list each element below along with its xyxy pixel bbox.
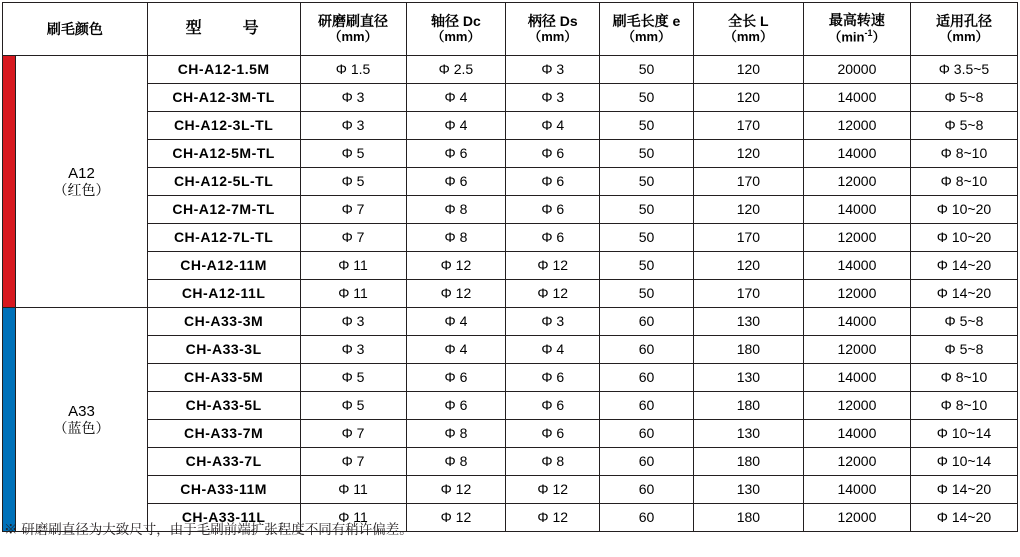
- cell-model: CH-A12-3M-TL: [147, 84, 300, 112]
- cell-bristle-length: 50: [600, 56, 694, 84]
- cell-max-rpm: 12000: [803, 224, 910, 252]
- cell-dc: Φ 4: [406, 112, 506, 140]
- header-label: 全长 L: [728, 13, 769, 30]
- cell-max-rpm: 14000: [803, 420, 910, 448]
- cell-brush-diameter: Φ 7: [300, 224, 406, 252]
- cell-bristle-length: 60: [600, 308, 694, 336]
- cell-bristle-length: 60: [600, 364, 694, 392]
- table-row: [3, 420, 1018, 448]
- cell-max-rpm: 14000: [803, 140, 910, 168]
- group-label: [16, 56, 147, 308]
- cell-total-length: 130: [693, 420, 803, 448]
- cell-ds: Φ 6: [506, 364, 600, 392]
- cell-bristle-length: 60: [600, 336, 694, 364]
- cell-model: CH-A33-7M: [147, 420, 300, 448]
- cell-total-length: 120: [693, 56, 803, 84]
- cell-dc: Φ 6: [406, 168, 506, 196]
- header-unit: （mm）: [723, 28, 773, 44]
- cell-hole-diameter: Φ 5~8: [910, 308, 1017, 336]
- cell-model: CH-A12-3L-TL: [147, 112, 300, 140]
- cell-ds: Φ 12: [506, 252, 600, 280]
- cell-max-rpm: 12000: [803, 112, 910, 140]
- cell-hole-diameter: Φ 5~8: [910, 112, 1017, 140]
- cell-max-rpm: 14000: [803, 196, 910, 224]
- cell-brush-diameter: Φ 5: [300, 364, 406, 392]
- table-row: [3, 84, 1018, 112]
- header-label: 适用孔径: [935, 13, 992, 30]
- cell-hole-diameter: Φ 8~10: [910, 168, 1017, 196]
- header-unit: （mm）: [939, 28, 989, 44]
- table-row: [3, 196, 1018, 224]
- cell-bristle-length: 50: [600, 252, 694, 280]
- cell-model: CH-A33-3L: [147, 336, 300, 364]
- cell-brush-diameter: Φ 5: [300, 392, 406, 420]
- cell-total-length: 170: [693, 112, 803, 140]
- cell-brush-diameter: Φ 5: [300, 140, 406, 168]
- cell-model: CH-A33-7L: [147, 448, 300, 476]
- cell-total-length: 130: [693, 364, 803, 392]
- cell-total-length: 120: [693, 140, 803, 168]
- cell-total-length: 170: [693, 168, 803, 196]
- cell-hole-diameter: Φ 10~14: [910, 420, 1017, 448]
- header-cell-model: [147, 3, 300, 56]
- header-unit: $(\min^{-1})$: [828, 28, 886, 45]
- cell-brush-diameter: Φ 3: [300, 112, 406, 140]
- header-row: [3, 3, 1018, 56]
- cell-ds: Φ 6: [506, 196, 600, 224]
- cell-model: CH-A33-5M: [147, 364, 300, 392]
- table-row: [3, 364, 1018, 392]
- cell-max-rpm: 14000: [803, 308, 910, 336]
- cell-dc: Φ 12: [406, 252, 506, 280]
- cell-model: CH-A12-1.5M: [147, 56, 300, 84]
- cell-max-rpm: 20000: [803, 56, 910, 84]
- header-cell-dc: [406, 3, 506, 56]
- cell-bristle-length: 60: [600, 420, 694, 448]
- cell-bristle-length: 50: [600, 84, 694, 112]
- table-body: [3, 56, 1018, 532]
- cell-model: CH-A12-11L: [147, 280, 300, 308]
- cell-bristle-length: 50: [600, 224, 694, 252]
- cell-total-length: 120: [693, 252, 803, 280]
- group-code: A33: [68, 402, 95, 420]
- cell-model: CH-A33-11L: [147, 504, 300, 532]
- cell-max-rpm: 14000: [803, 252, 910, 280]
- cell-ds: Φ 8: [506, 448, 600, 476]
- table-header: [3, 3, 1018, 56]
- header-unit: （mm）: [328, 28, 378, 44]
- brush-spec-table: [2, 2, 1018, 532]
- cell-total-length: 120: [693, 196, 803, 224]
- cell-hole-diameter: Φ 10~20: [910, 224, 1017, 252]
- cell-total-length: 180: [693, 448, 803, 476]
- cell-max-rpm: 12000: [803, 336, 910, 364]
- cell-brush-diameter: Φ 7: [300, 448, 406, 476]
- cell-dc: Φ 4: [406, 308, 506, 336]
- cell-brush-diameter: Φ 3: [300, 336, 406, 364]
- cell-ds: Φ 12: [506, 476, 600, 504]
- table-row: [3, 308, 1018, 336]
- cell-ds: Φ 6: [506, 168, 600, 196]
- cell-model: CH-A12-5L-TL: [147, 168, 300, 196]
- cell-total-length: 180: [693, 392, 803, 420]
- cell-brush-diameter: Φ 3: [300, 308, 406, 336]
- cell-hole-diameter: Φ 3.5~5: [910, 56, 1017, 84]
- cell-model: CH-A12-7L-TL: [147, 224, 300, 252]
- cell-model: CH-A33-3M: [147, 308, 300, 336]
- cell-brush-diameter: Φ 1.5: [300, 56, 406, 84]
- group-code: A12: [68, 164, 95, 182]
- header-label: 研磨刷直径: [318, 13, 389, 30]
- cell-max-rpm: 14000: [803, 476, 910, 504]
- cell-max-rpm: 14000: [803, 364, 910, 392]
- cell-dc: Φ 12: [406, 476, 506, 504]
- header-cell-hole-diameter: [910, 3, 1017, 56]
- table-row: [3, 56, 1018, 84]
- table-row: [3, 168, 1018, 196]
- cell-hole-diameter: Φ 14~20: [910, 476, 1017, 504]
- cell-hole-diameter: Φ 5~8: [910, 336, 1017, 364]
- cell-max-rpm: 12000: [803, 168, 910, 196]
- table-row: [3, 224, 1018, 252]
- header-label: 最高转速: [828, 12, 885, 29]
- cell-max-rpm: 14000: [803, 84, 910, 112]
- header-label: 型 号: [185, 19, 262, 37]
- cell-bristle-length: 60: [600, 504, 694, 532]
- cell-total-length: 120: [693, 84, 803, 112]
- cell-hole-diameter: Φ 14~20: [910, 252, 1017, 280]
- color-swatch: [3, 308, 16, 532]
- cell-hole-diameter: Φ 8~10: [910, 140, 1017, 168]
- cell-dc: Φ 6: [406, 392, 506, 420]
- header-cell-brush-diameter: [300, 3, 406, 56]
- cell-ds: Φ 3: [506, 56, 600, 84]
- cell-ds: Φ 6: [506, 140, 600, 168]
- group-color-name: （红色）: [53, 182, 110, 199]
- header-unit: （mm）: [528, 28, 578, 44]
- cell-dc: Φ 6: [406, 140, 506, 168]
- cell-bristle-length: 60: [600, 392, 694, 420]
- header-label: 柄径 Ds: [527, 13, 578, 30]
- cell-dc: Φ 6: [406, 364, 506, 392]
- cell-ds: Φ 3: [506, 84, 600, 112]
- table-row: [3, 392, 1018, 420]
- cell-total-length: 180: [693, 336, 803, 364]
- cell-brush-diameter: Φ 3: [300, 84, 406, 112]
- cell-brush-diameter: Φ 11: [300, 504, 406, 532]
- cell-ds: Φ 6: [506, 392, 600, 420]
- header-cell-ds: [506, 3, 600, 56]
- cell-max-rpm: 12000: [803, 280, 910, 308]
- header-cell-total-length: [693, 3, 803, 56]
- cell-brush-diameter: Φ 7: [300, 420, 406, 448]
- header-unit: （mm）: [621, 28, 672, 44]
- cell-model: CH-A12-11M: [147, 252, 300, 280]
- table-row: [3, 336, 1018, 364]
- cell-max-rpm: 12000: [803, 392, 910, 420]
- cell-ds: Φ 12: [506, 504, 600, 532]
- cell-dc: Φ 12: [406, 504, 506, 532]
- cell-hole-diameter: Φ 10~14: [910, 448, 1017, 476]
- cell-ds: Φ 6: [506, 224, 600, 252]
- cell-dc: Φ 8: [406, 196, 506, 224]
- header-unit: （mm）: [431, 28, 481, 44]
- cell-brush-diameter: Φ 5: [300, 168, 406, 196]
- cell-total-length: 130: [693, 308, 803, 336]
- cell-hole-diameter: Φ 8~10: [910, 364, 1017, 392]
- cell-ds: Φ 12: [506, 280, 600, 308]
- cell-bristle-length: 50: [600, 140, 694, 168]
- header-label: 刷毛长度 e: [612, 13, 681, 30]
- cell-bristle-length: 50: [600, 112, 694, 140]
- cell-dc: Φ 4: [406, 336, 506, 364]
- header-cell-bristle-length: [600, 3, 694, 56]
- cell-total-length: 170: [693, 280, 803, 308]
- cell-model: CH-A33-11M: [147, 476, 300, 504]
- cell-total-length: 130: [693, 476, 803, 504]
- cell-bristle-length: 50: [600, 280, 694, 308]
- cell-brush-diameter: Φ 11: [300, 252, 406, 280]
- cell-hole-diameter: Φ 8~10: [910, 392, 1017, 420]
- cell-dc: Φ 12: [406, 280, 506, 308]
- cell-bristle-length: 60: [600, 448, 694, 476]
- cell-brush-diameter: Φ 11: [300, 280, 406, 308]
- group-label: [16, 308, 147, 532]
- cell-dc: Φ 4: [406, 84, 506, 112]
- cell-dc: Φ 2.5: [406, 56, 506, 84]
- cell-hole-diameter: Φ 5~8: [910, 84, 1017, 112]
- footnote: ※ 研磨刷直径为大致尺寸，由于毛刷前端扩张程度不同有稍许偏差。: [4, 522, 413, 537]
- group-color-name: （蓝色）: [53, 420, 110, 437]
- cell-ds: Φ 4: [506, 336, 600, 364]
- cell-ds: Φ 6: [506, 420, 600, 448]
- cell-dc: Φ 8: [406, 420, 506, 448]
- cell-ds: Φ 4: [506, 112, 600, 140]
- table-row: [3, 112, 1018, 140]
- cell-model: CH-A12-5M-TL: [147, 140, 300, 168]
- cell-dc: Φ 8: [406, 448, 506, 476]
- color-swatch: [3, 56, 16, 308]
- header-label: 轴径 Dc: [431, 13, 481, 30]
- cell-brush-diameter: Φ 7: [300, 196, 406, 224]
- header-cell-max-rpm: [803, 3, 910, 56]
- cell-brush-diameter: Φ 11: [300, 476, 406, 504]
- cell-hole-diameter: Φ 10~20: [910, 196, 1017, 224]
- cell-bristle-length: 50: [600, 168, 694, 196]
- header-cell-brush-color: [3, 3, 148, 56]
- cell-bristle-length: 60: [600, 476, 694, 504]
- cell-hole-diameter: Φ 14~20: [910, 280, 1017, 308]
- table-row: [3, 448, 1018, 476]
- cell-total-length: 170: [693, 224, 803, 252]
- table-row: [3, 476, 1018, 504]
- table-row: [3, 252, 1018, 280]
- cell-model: CH-A12-7M-TL: [147, 196, 300, 224]
- table-row: [3, 280, 1018, 308]
- header-label: 刷毛颜色: [46, 20, 103, 37]
- cell-total-length: 180: [693, 504, 803, 532]
- cell-model: CH-A33-5L: [147, 392, 300, 420]
- cell-ds: Φ 3: [506, 308, 600, 336]
- cell-hole-diameter: Φ 14~20: [910, 504, 1017, 532]
- cell-bristle-length: 50: [600, 196, 694, 224]
- cell-max-rpm: 12000: [803, 504, 910, 532]
- cell-dc: Φ 8: [406, 224, 506, 252]
- cell-max-rpm: 12000: [803, 448, 910, 476]
- table-row: [3, 140, 1018, 168]
